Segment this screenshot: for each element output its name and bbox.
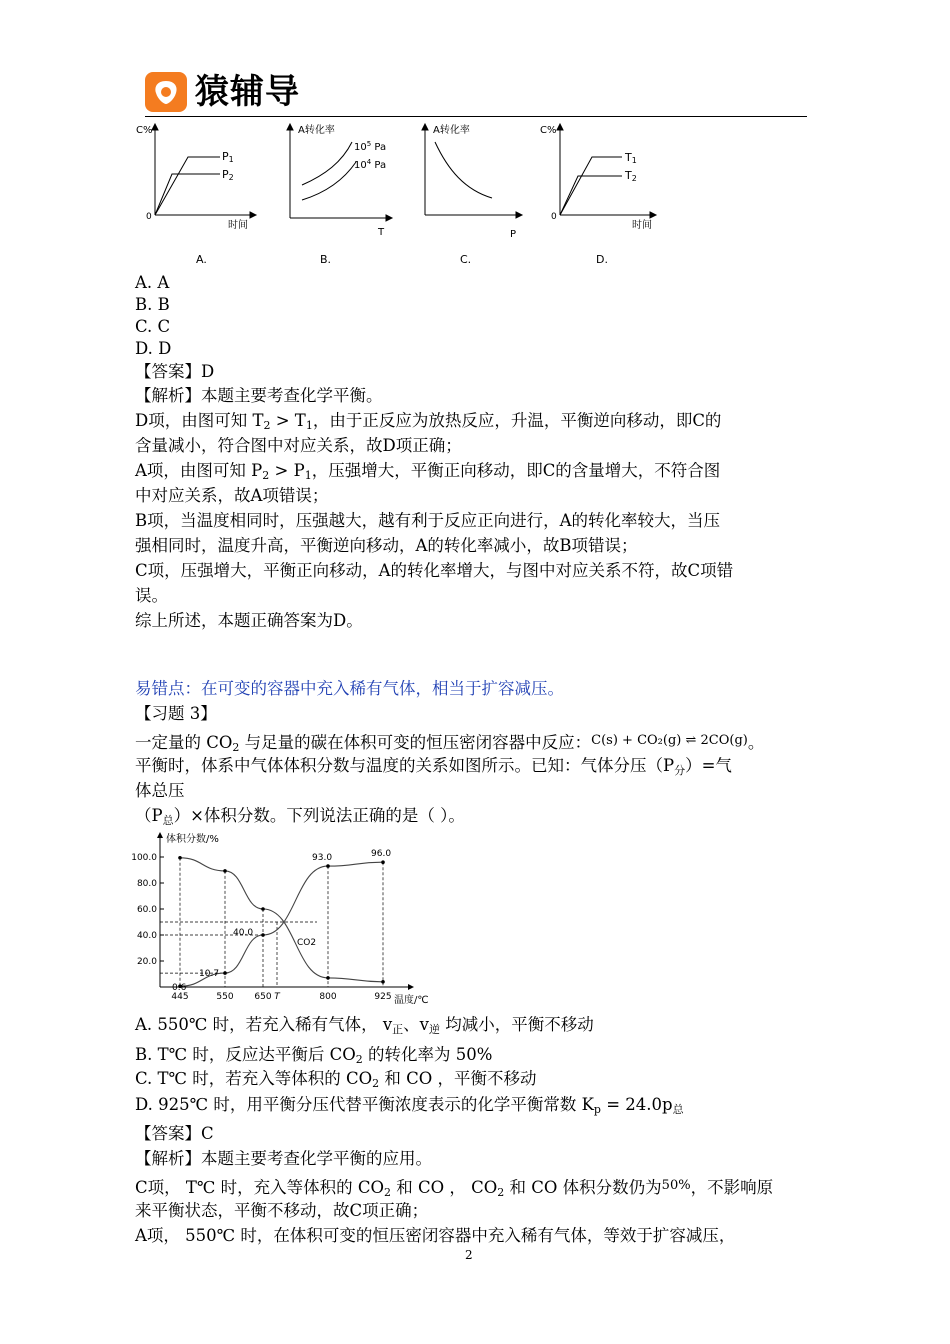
chart-a xyxy=(152,124,256,218)
brand-logo-icon xyxy=(145,72,187,112)
q2-analysis-title: 【解析】本题主要考查化学平衡。 xyxy=(135,386,383,405)
chart-c-caption: C. xyxy=(460,253,472,266)
chart-d-line1-label: T1 xyxy=(625,151,637,165)
chart-c-ylabel: A转化率 xyxy=(433,125,470,136)
q2-analysis-b-line1: B项，当温度相同时，压强越大，越有利于反应正向进行，A的转化率较大，当压 xyxy=(135,511,721,530)
chart-a-line2-label: P2 xyxy=(222,168,234,182)
q3-stem-line4: $(P_总)\times$体积分数。下列说法正确的是（ ）。 xyxy=(135,806,465,827)
x-axis-label: 温度/℃ xyxy=(394,995,429,1006)
q2-answer: 【答案】D xyxy=(135,362,215,381)
q2-analysis-b-line2: 强相同时，温度升高，平衡逆向移动，A的转化率减小，故B项错误； xyxy=(135,536,638,555)
chart-c xyxy=(422,124,522,218)
x-tick-label: 650 xyxy=(254,992,272,1002)
q3-option-b: B. T℃ 时，反应达平衡后 $CO_2$ 的转化率为 50% xyxy=(135,1045,493,1066)
q3-analysis-title: 【解析】本题主要考查化学平衡的应用。 xyxy=(135,1149,432,1168)
q3-analysis-c-line2: 来平衡状态，平衡不移动，故C项正确； xyxy=(135,1201,429,1220)
chart-d-line2-label: T2 xyxy=(625,169,637,183)
y-axis-arrow xyxy=(157,832,163,838)
co-curve-point xyxy=(178,856,182,860)
co-curve-point xyxy=(261,907,265,911)
chart-d-ylabel: C% xyxy=(540,125,557,136)
co-curve-point xyxy=(381,980,385,984)
chart-c-xlabel: P xyxy=(510,229,517,240)
data-label: 96.0 xyxy=(371,849,392,860)
q2-option-a: A. A xyxy=(135,273,170,292)
chart-a-origin: 0 xyxy=(146,212,152,222)
chart-b-xlabel: T xyxy=(378,227,385,238)
page-header xyxy=(145,70,807,117)
chart-b-line1-label: $10^5$ Pa xyxy=(354,140,387,153)
x-tick-label: 445 xyxy=(171,992,189,1002)
page-number: 2 xyxy=(465,1248,473,1262)
y-tick-label: 20.0 xyxy=(136,957,157,967)
q3-title: 【习题 3】 xyxy=(135,704,217,723)
y-tick-label: 100.0 xyxy=(131,853,157,863)
q2-option-b: B. B xyxy=(135,295,170,314)
y-tick-label: 80.0 xyxy=(136,879,157,889)
co-curve-point xyxy=(223,869,227,873)
co2-curve-point xyxy=(381,860,385,864)
x-axis-arrow xyxy=(408,984,414,990)
data-label: 40.0 xyxy=(233,928,254,938)
y-axis-label: 体积分数/% xyxy=(166,834,219,845)
y-tick-label: 60.0 xyxy=(136,905,157,915)
co2-curve-point xyxy=(223,971,227,975)
y-tick-label: 40.0 xyxy=(136,931,157,941)
data-label: 0.6 xyxy=(172,983,187,994)
chart-d-xlabel: 时间 xyxy=(632,220,652,231)
chart-d-origin: 0 xyxy=(551,212,557,222)
q3-stem-line3: 体总压 xyxy=(135,781,185,800)
q3-option-c: C. T℃ 时，若充入等体积的 $CO_2$ 和 CO ，平衡不移动 xyxy=(135,1069,537,1090)
chart-b-line2-label: $10^4$ Pa xyxy=(354,158,387,171)
q2-analysis-c-line1: C项，压强增大，平衡正向移动，A的转化率增大，与图中对应关系不符，故C项错 xyxy=(135,561,734,580)
co2-curve xyxy=(180,862,383,986)
brand-name: 猿辅导 xyxy=(195,72,300,112)
x-tick-label: 550 xyxy=(216,992,234,1002)
q2-option-d: D. D xyxy=(135,339,172,358)
q2-analysis-c-line2: 误。 xyxy=(135,586,168,605)
q3-stem-line1: 一定量的 $CO_2$ 与足量的碳在体积可变的恒压密闭容器中反应：$^{C(s) + CO_2(g) \rightleftharpoons 2CO(g)}$。 xyxy=(135,733,765,754)
reaction-equation: C(s) + CO₂(g) ⇌ 2CO(g) xyxy=(591,733,748,748)
q2-analysis-d-line1: D项，由图可知 $T_2 > T_1$，由于正反应为放热反应，升温，平衡逆向移动，即C的 xyxy=(135,411,722,432)
chart-a-ylabel: C% xyxy=(136,125,153,136)
chart-b-caption: B. xyxy=(320,253,332,266)
q3-analysis-c-line1: C项， T℃ 时，充入等体积的 $CO_2$ 和 CO ， $CO_2$ 和 CO 体积分数仍为$^{50\%}$，不影响原 xyxy=(135,1178,774,1199)
chart-b xyxy=(287,124,392,221)
chart-a-xlabel: 时间 xyxy=(228,220,248,231)
option-charts xyxy=(130,120,670,270)
data-label: 10.7 xyxy=(199,969,220,980)
chart-d-caption: D. xyxy=(596,253,608,266)
q3-analysis-a-line1: A项， 550℃ 时，在体积可变的恒压密闭容器中充入稀有气体，等效于扩容减压， xyxy=(135,1226,736,1245)
q3-answer: 【答案】C xyxy=(135,1124,214,1143)
series-label-co2: CO2 xyxy=(297,938,317,948)
q2-analysis-a-line2: 中对应关系，故A项错误； xyxy=(135,486,329,505)
q3-option-a: A. 550℃ 时，若充入稀有气体， $v_正$、$v_逆$ 均减小，平衡不移动 xyxy=(135,1015,594,1036)
q2-option-c: C. C xyxy=(135,317,171,336)
co-curve-point xyxy=(326,976,330,980)
x-tick-label: T xyxy=(274,992,280,1002)
chart-a-line1-label: P1 xyxy=(222,150,234,164)
q3-option-d: D. 925℃ 时，用平衡分压代替平衡浓度表示的化学平衡常数 $K_p = 24.0p_总$ xyxy=(135,1095,684,1116)
chart-b-ylabel: A转化率 xyxy=(298,125,335,136)
data-label: 93.0 xyxy=(312,853,333,864)
x-tick-label: 925 xyxy=(374,992,392,1002)
co-curve xyxy=(180,858,383,982)
q2-summary: 综上所述，本题正确答案为D。 xyxy=(135,611,363,630)
error-tip: 易错点：在可变的容器中充入稀有气体，相当于扩容减压。 xyxy=(135,679,564,698)
q3-stem-line2: 平衡时，体系中气体体积分数与温度的关系如图所示。已知：气体分压$(P_分)=$气 xyxy=(135,756,732,777)
volume-fraction-chart xyxy=(130,830,440,1010)
q2-analysis-a-line1: A项，由图可知 $P_2 > P_1$，压强增大，平衡正向移动，即C的含量增大，不符合图 xyxy=(135,461,721,482)
co2-curve-point xyxy=(261,933,265,937)
chart-a-caption: A. xyxy=(196,253,207,266)
x-tick-label: 800 xyxy=(319,992,337,1002)
q2-analysis-d-line2: 含量减小，符合图中对应关系，故D项正确； xyxy=(135,436,462,455)
chart-d xyxy=(557,124,656,218)
co2-curve-point xyxy=(326,864,330,868)
